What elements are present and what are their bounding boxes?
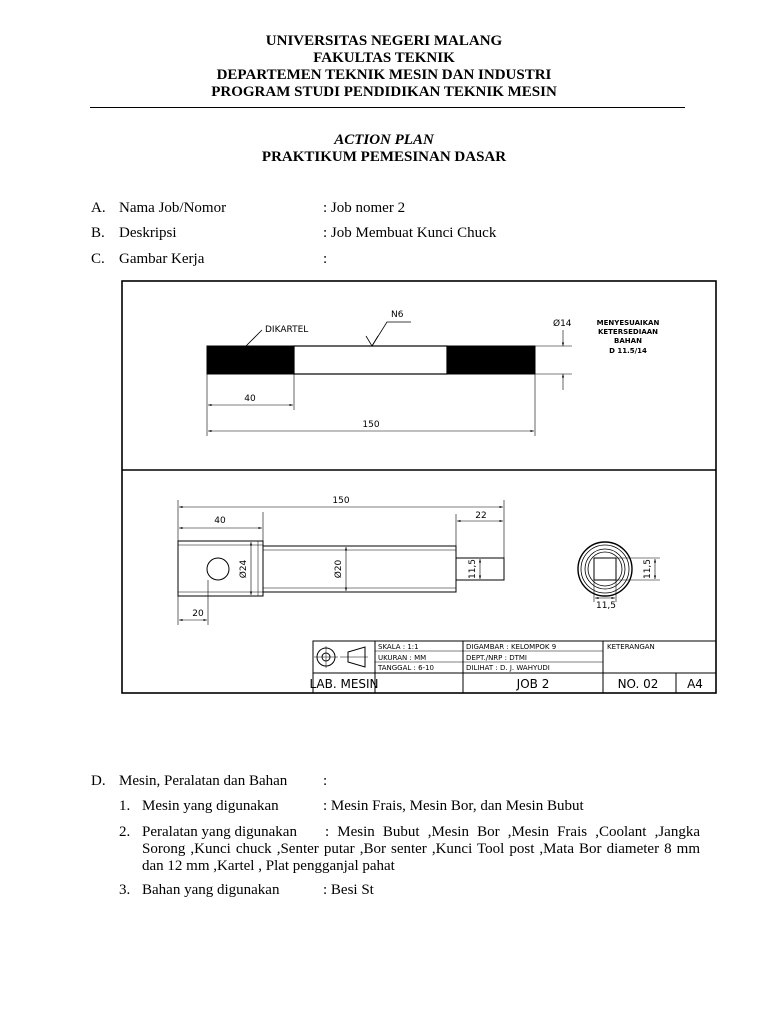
- item-3-value: : Besi St: [323, 882, 374, 898]
- note-line4: D 11.5/14: [609, 347, 647, 355]
- bot-dim-150: 150: [332, 496, 350, 506]
- note-line3: BAHAN: [614, 337, 642, 345]
- item-2-value: : Mesin Bubut ,Mesin Bor ,Mesin Frais ,Coolant ,Jangka Sorong ,Kunci chuck ,Senter putar ,Bor senter ,Kunci Tool post ,Mata Bor diameter 8 mm dan 12 mm ,Kartel , Plat pengganjal pahat: [142, 824, 700, 874]
- bot-dim-22: 22: [475, 511, 487, 521]
- tb-tanggal: TANGGAL : 6-10: [378, 664, 434, 672]
- phi14-label: Ø14: [553, 319, 572, 329]
- section-d-label: Mesin, Peralatan dan Bahan: [119, 773, 288, 789]
- top-dim-40: 40: [244, 394, 256, 404]
- item-3-label: Bahan yang digunakan: [142, 882, 280, 898]
- section-b-value: : Job Membuat Kunci Chuck: [323, 225, 497, 241]
- section-a-label: Nama Job/Nomor: [119, 200, 227, 216]
- item-2-num: 2.: [119, 824, 131, 840]
- section-b-letter: B.: [91, 225, 105, 241]
- end-view: [578, 542, 632, 596]
- tb-no: NO. 02: [617, 677, 659, 691]
- shaft-body: [263, 546, 456, 592]
- tip-dim-11-5: 11,5: [468, 558, 478, 580]
- tb-lab: LAB. MESIN: [309, 677, 379, 691]
- item-1-value: : Mesin Frais, Mesin Bor, dan Mesin Bubut: [323, 798, 584, 814]
- end-dim-11-5-horizontal: 11,5: [595, 601, 617, 611]
- header-faculty: FAKULTAS TEKNIK: [313, 50, 455, 66]
- bot-dim-40: 40: [214, 516, 226, 526]
- section-c-value: :: [323, 251, 328, 267]
- stock-bar: [207, 346, 535, 374]
- phi20-label: Ø20: [334, 559, 344, 579]
- doc-subtitle: PRAKTIKUM PEMESINAN DASAR: [261, 149, 507, 165]
- section-c-letter: C.: [91, 251, 105, 267]
- tb-keterangan: KETERANGAN: [607, 643, 655, 651]
- tb-size: A4: [687, 677, 703, 691]
- item-1-label: Mesin yang digunakan: [142, 798, 279, 814]
- tb-skala: SKALA : 1:1: [378, 643, 419, 651]
- header-program: PROGRAM STUDI PENDIDIKAN TEKNIK MESIN: [211, 84, 557, 100]
- tb-digambar: DIGAMBAR : KELOMPOK 9: [466, 643, 557, 651]
- n6-label: N6: [391, 310, 404, 320]
- section-c-label: Gambar Kerja: [119, 251, 205, 267]
- handle-body: [178, 541, 263, 596]
- knurl-left: [207, 346, 294, 374]
- top-dim-150: 150: [362, 420, 380, 430]
- section-a-value: : Job nomer 2: [323, 200, 406, 216]
- section-a-letter: A.: [91, 200, 106, 216]
- section-d-letter: D.: [91, 773, 106, 789]
- bar-middle: [294, 346, 447, 374]
- tb-dept: DEPT./NRP : DTMI: [466, 654, 527, 662]
- item-1-num: 1.: [119, 798, 131, 814]
- tb-ukuran: UKURAN : MM: [378, 654, 427, 662]
- knurl-right: [447, 346, 535, 374]
- header-department: DEPARTEMEN TEKNIK MESIN DAN INDUSTRI: [216, 67, 552, 83]
- header-university: UNIVERSITAS NEGERI MALANG: [265, 33, 503, 49]
- bot-dim-20: 20: [192, 609, 204, 619]
- dikartel-label: DIKARTEL: [265, 325, 309, 335]
- handle-hole: [207, 558, 229, 580]
- section-d-value: :: [323, 773, 328, 789]
- item-3-num: 3.: [119, 882, 131, 898]
- phi24-label: Ø24: [239, 559, 249, 579]
- tb-job: JOB 2: [516, 677, 550, 691]
- doc-title: ACTION PLAN: [334, 132, 434, 148]
- item-2-label: Peralatan yang digunakan: [142, 824, 297, 840]
- tb-dilihat: DILIHAT : D. J. WAHYUDI: [466, 664, 550, 672]
- note-line2: KETERSEDIAAN: [597, 328, 659, 336]
- end-dim-11-5-vertical: 11,5: [643, 558, 653, 580]
- note-line1: MENYESUAIKAN: [596, 319, 660, 327]
- section-b-label: Deskripsi: [119, 225, 177, 241]
